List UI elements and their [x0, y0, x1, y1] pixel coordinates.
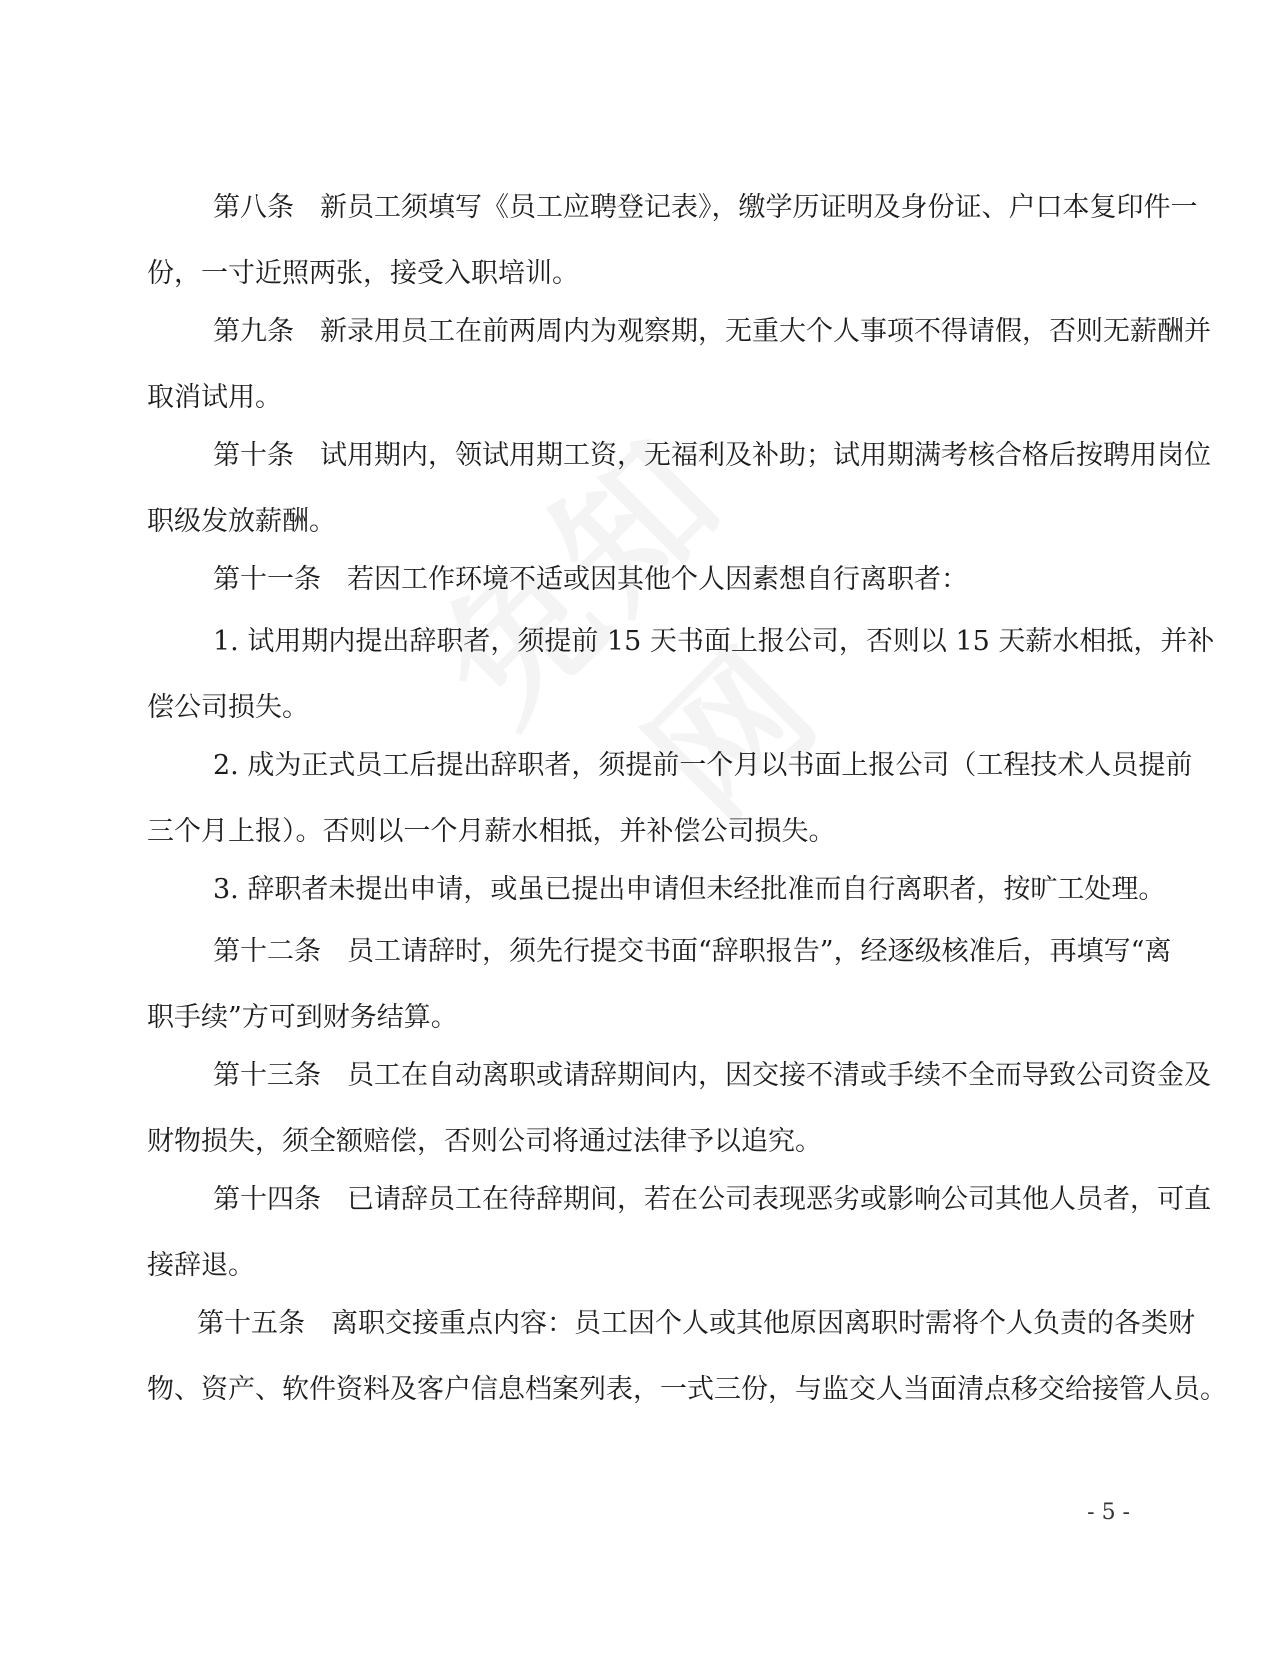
- list-item-1: 1. 试用期内提出辞职者，须提前 15 天书面上报公司，否则以 15 天薪水相抵，并补 偿公司损失。: [147, 626, 1215, 723]
- article-heading: 第九条: [213, 316, 294, 347]
- article-9: 第九条 新录用员工在前两周内为观察期，无重大个人事项不得请假，否则无薪酬并 取消试用。: [147, 316, 1211, 413]
- article-heading: 第十一条: [213, 564, 321, 595]
- article-14: 第十四条 已请辞员工在待辞期间，若在公司表现恶劣或影响公司其他人员者，可直 接辞退。: [147, 1184, 1211, 1281]
- article-10: 第十条 试用期内，领试用期工资，无福利及补助；试用期满考核合格后按聘用岗位 职级发放薪酬。: [147, 440, 1211, 537]
- page-number: - 5 -: [1087, 1500, 1130, 1525]
- article-15: 第十五条 离职交接重点内容：员工因个人或其他原因离职时需将个人负责的各类财 物、资产、软件资料及客户信息档案列表，一式三份，与监交人当面清点移交给接管人员。: [147, 1308, 1227, 1405]
- article-heading: 第十二条: [213, 936, 321, 967]
- article-11: 第十一条 若因工作环境不适或因其他个人因素想自行离职者：: [213, 564, 968, 595]
- article-12: 第十二条 员工请辞时，须先行提交书面“辞职报告”，经逐级核准后，再填写“离 职手续”方可到财务结算。: [147, 936, 1172, 1033]
- list-item-2: 2. 成为正式员工后提出辞职者，须提前一个月以书面上报公司（工程技术人员提前 三个月上报）。否则以一个月薪水相抵，并补偿公司损失。: [147, 750, 1193, 847]
- article-heading: 第十条: [213, 440, 294, 471]
- article-heading: 第十三条: [213, 1060, 321, 1091]
- list-item-3: 3. 辞职者未提出申请，或虽已提出申请但未经批准而自行离职者，按旷工处理。: [213, 874, 1166, 905]
- article-13: 第十三条 员工在自动离职或请辞期间内，因交接不清或手续不全而导致公司资金及 财物损失，须全额赔偿，否则公司将通过法律予以追究。: [147, 1060, 1211, 1157]
- article-heading: 第十四条: [213, 1184, 321, 1215]
- article-8: 第八条 新员工须填写《员工应聘登记表》，缴学历证明及身份证、户口本复印件一 份，一寸近照两张，接受入职培训。: [147, 192, 1198, 289]
- article-heading: 第十五条: [197, 1308, 305, 1339]
- article-heading: 第八条: [213, 192, 294, 223]
